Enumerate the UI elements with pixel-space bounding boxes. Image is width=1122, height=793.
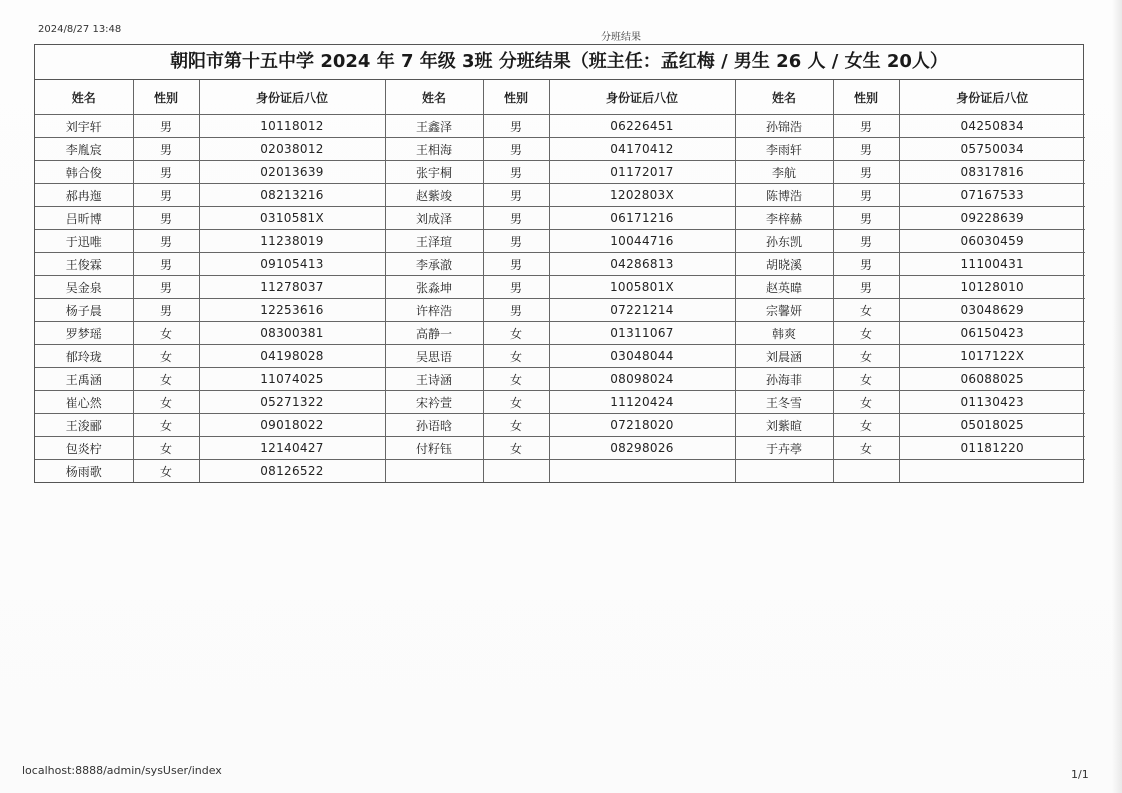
- student-gender-cell: 女: [133, 322, 199, 345]
- student-id-last8-cell: 02013639: [199, 161, 385, 184]
- student-name-cell: 王冬雪: [735, 391, 833, 414]
- student-name-cell: 刘成泽: [385, 207, 483, 230]
- student-name-cell: 王相海: [385, 138, 483, 161]
- student-id-last8-cell: 1202803X: [549, 184, 735, 207]
- student-gender-cell: 女: [483, 345, 549, 368]
- student-gender-cell: 女: [133, 437, 199, 460]
- student-gender-cell: 男: [833, 253, 899, 276]
- student-id-last8-cell: 11074025: [199, 368, 385, 391]
- print-datetime: 2024/8/27 13:48: [38, 24, 122, 35]
- student-id-last8-cell: 07167533: [899, 184, 1085, 207]
- student-gender-cell: 女: [483, 322, 549, 345]
- student-gender-cell: 女: [483, 368, 549, 391]
- table-row: [35, 322, 1085, 345]
- student-gender-cell: [483, 460, 549, 483]
- student-name-cell: [385, 460, 483, 483]
- roster-body: [35, 115, 1085, 483]
- student-name-cell: 宗馨妍: [735, 299, 833, 322]
- student-name-cell: 陈博浩: [735, 184, 833, 207]
- student-id-last8-cell: 08317816: [899, 161, 1085, 184]
- student-name-cell: 孙海菲: [735, 368, 833, 391]
- table-row: [35, 253, 1085, 276]
- table-row: [35, 115, 1085, 138]
- student-id-last8-cell: 08213216: [199, 184, 385, 207]
- student-id-last8-cell: 11238019: [199, 230, 385, 253]
- student-name-cell: 韩合俊: [35, 161, 133, 184]
- student-gender-cell: 女: [483, 391, 549, 414]
- roster-title: 朝阳市第十五中学 2024 年 7 年级 3班 分班结果（班主任：孟红梅 / 男生 26 人 / 女生 20人）: [35, 45, 1083, 80]
- scan-edge-shadow: [1112, 0, 1122, 793]
- column-header-id-last8: 身份证后八位: [549, 80, 735, 115]
- student-id-last8-cell: 08300381: [199, 322, 385, 345]
- column-header-gender: 性别: [833, 80, 899, 115]
- student-gender-cell: 男: [483, 253, 549, 276]
- student-gender-cell: 男: [483, 276, 549, 299]
- student-name-cell: 于卉葶: [735, 437, 833, 460]
- student-id-last8-cell: 1017122X: [899, 345, 1085, 368]
- student-gender-cell: 男: [483, 207, 549, 230]
- student-id-last8-cell: 07218020: [549, 414, 735, 437]
- student-gender-cell: 男: [833, 184, 899, 207]
- table-row: [35, 391, 1085, 414]
- student-id-last8-cell: 06150423: [899, 322, 1085, 345]
- student-gender-cell: [833, 460, 899, 483]
- student-name-cell: 吴金泉: [35, 276, 133, 299]
- student-name-cell: 李航: [735, 161, 833, 184]
- student-name-cell: 王鑫泽: [385, 115, 483, 138]
- student-name-cell: 孙锦浩: [735, 115, 833, 138]
- student-id-last8-cell: [549, 460, 735, 483]
- student-gender-cell: 男: [133, 184, 199, 207]
- table-row: [35, 299, 1085, 322]
- student-id-last8-cell: 01311067: [549, 322, 735, 345]
- student-gender-cell: 男: [483, 161, 549, 184]
- student-name-cell: 李梓赫: [735, 207, 833, 230]
- table-row: [35, 276, 1085, 299]
- student-id-last8-cell: 10044716: [549, 230, 735, 253]
- student-name-cell: [735, 460, 833, 483]
- student-id-last8-cell: [899, 460, 1085, 483]
- table-row: [35, 161, 1085, 184]
- student-id-last8-cell: 11100431: [899, 253, 1085, 276]
- table-row: [35, 368, 1085, 391]
- student-name-cell: 孙东凯: [735, 230, 833, 253]
- student-gender-cell: 男: [483, 115, 549, 138]
- table-row: [35, 414, 1085, 437]
- student-gender-cell: 女: [833, 322, 899, 345]
- student-gender-cell: 男: [133, 230, 199, 253]
- student-id-last8-cell: 01172017: [549, 161, 735, 184]
- student-id-last8-cell: 06030459: [899, 230, 1085, 253]
- column-header-gender: 性别: [483, 80, 549, 115]
- student-id-last8-cell: 04250834: [899, 115, 1085, 138]
- student-name-cell: 吴思语: [385, 345, 483, 368]
- table-row: [35, 460, 1085, 483]
- student-name-cell: 许梓浩: [385, 299, 483, 322]
- student-name-cell: 胡晓溪: [735, 253, 833, 276]
- student-name-cell: 包炎柠: [35, 437, 133, 460]
- student-gender-cell: 女: [833, 437, 899, 460]
- student-name-cell: 刘晨涵: [735, 345, 833, 368]
- student-gender-cell: 男: [483, 230, 549, 253]
- student-name-cell: 王俊霖: [35, 253, 133, 276]
- student-id-last8-cell: 05018025: [899, 414, 1085, 437]
- student-id-last8-cell: 04170412: [549, 138, 735, 161]
- student-gender-cell: 男: [833, 207, 899, 230]
- student-gender-cell: 男: [133, 115, 199, 138]
- print-page-title: 分班结果: [601, 32, 641, 43]
- student-id-last8-cell: 11120424: [549, 391, 735, 414]
- student-name-cell: 孙语晗: [385, 414, 483, 437]
- student-id-last8-cell: 09228639: [899, 207, 1085, 230]
- student-gender-cell: 男: [833, 115, 899, 138]
- student-id-last8-cell: 07221214: [549, 299, 735, 322]
- table-row: [35, 138, 1085, 161]
- student-gender-cell: 男: [833, 276, 899, 299]
- student-name-cell: 王浚郦: [35, 414, 133, 437]
- column-header-id-last8: 身份证后八位: [899, 80, 1085, 115]
- class-roster-sheet: [34, 44, 1084, 483]
- student-id-last8-cell: 02038012: [199, 138, 385, 161]
- student-id-last8-cell: 11278037: [199, 276, 385, 299]
- student-id-last8-cell: 01181220: [899, 437, 1085, 460]
- column-header-name: 姓名: [735, 80, 833, 115]
- roster-table: [35, 80, 1085, 482]
- student-gender-cell: 女: [833, 345, 899, 368]
- student-id-last8-cell: 09018022: [199, 414, 385, 437]
- student-name-cell: 杨雨歌: [35, 460, 133, 483]
- student-id-last8-cell: 10128010: [899, 276, 1085, 299]
- student-gender-cell: 男: [483, 138, 549, 161]
- student-name-cell: 刘紫暄: [735, 414, 833, 437]
- student-name-cell: 于迅唯: [35, 230, 133, 253]
- student-name-cell: 张宇桐: [385, 161, 483, 184]
- student-name-cell: 赵英暐: [735, 276, 833, 299]
- student-id-last8-cell: 08298026: [549, 437, 735, 460]
- student-id-last8-cell: 01130423: [899, 391, 1085, 414]
- student-id-last8-cell: 09105413: [199, 253, 385, 276]
- print-url: localhost:8888/admin/sysUser/index: [22, 764, 222, 777]
- student-name-cell: 罗梦瑶: [35, 322, 133, 345]
- student-gender-cell: 女: [133, 460, 199, 483]
- student-id-last8-cell: 08126522: [199, 460, 385, 483]
- student-gender-cell: 女: [133, 368, 199, 391]
- student-id-last8-cell: 0310581X: [199, 207, 385, 230]
- student-name-cell: 付籽钰: [385, 437, 483, 460]
- student-id-last8-cell: 04198028: [199, 345, 385, 368]
- student-gender-cell: 男: [133, 138, 199, 161]
- student-name-cell: 李承澈: [385, 253, 483, 276]
- table-row: [35, 184, 1085, 207]
- student-gender-cell: 男: [133, 161, 199, 184]
- student-gender-cell: 男: [133, 299, 199, 322]
- column-header-name: 姓名: [385, 80, 483, 115]
- student-name-cell: 高静一: [385, 322, 483, 345]
- student-gender-cell: 女: [483, 414, 549, 437]
- student-id-last8-cell: 10118012: [199, 115, 385, 138]
- student-name-cell: 崔心然: [35, 391, 133, 414]
- student-gender-cell: 男: [133, 207, 199, 230]
- student-gender-cell: 女: [133, 414, 199, 437]
- student-gender-cell: 男: [483, 299, 549, 322]
- student-gender-cell: 女: [833, 414, 899, 437]
- student-id-last8-cell: 05750034: [899, 138, 1085, 161]
- column-header-gender: 性别: [133, 80, 199, 115]
- student-name-cell: 赵紫竣: [385, 184, 483, 207]
- table-row: [35, 230, 1085, 253]
- student-name-cell: 王诗涵: [385, 368, 483, 391]
- table-row: [35, 207, 1085, 230]
- student-gender-cell: 男: [833, 161, 899, 184]
- student-name-cell: 王禹涵: [35, 368, 133, 391]
- table-row: [35, 437, 1085, 460]
- student-name-cell: 郝冉迤: [35, 184, 133, 207]
- student-gender-cell: 女: [483, 437, 549, 460]
- column-header-name: 姓名: [35, 80, 133, 115]
- student-id-last8-cell: 08098024: [549, 368, 735, 391]
- table-row: [35, 345, 1085, 368]
- student-gender-cell: 女: [133, 345, 199, 368]
- student-id-last8-cell: 12253616: [199, 299, 385, 322]
- student-id-last8-cell: 06088025: [899, 368, 1085, 391]
- student-id-last8-cell: 06226451: [549, 115, 735, 138]
- student-id-last8-cell: 03048629: [899, 299, 1085, 322]
- student-gender-cell: 女: [833, 299, 899, 322]
- student-gender-cell: 男: [833, 230, 899, 253]
- student-name-cell: 王泽瑄: [385, 230, 483, 253]
- student-name-cell: 李雨轩: [735, 138, 833, 161]
- print-page-number: 1/1: [1071, 768, 1089, 781]
- student-name-cell: 吕昕博: [35, 207, 133, 230]
- student-gender-cell: 女: [133, 391, 199, 414]
- student-name-cell: 郁玲珑: [35, 345, 133, 368]
- student-gender-cell: 男: [133, 253, 199, 276]
- student-gender-cell: 女: [833, 391, 899, 414]
- student-gender-cell: 男: [833, 138, 899, 161]
- student-id-last8-cell: 06171216: [549, 207, 735, 230]
- student-name-cell: 刘宇轩: [35, 115, 133, 138]
- student-id-last8-cell: 03048044: [549, 345, 735, 368]
- student-id-last8-cell: 12140427: [199, 437, 385, 460]
- column-header-id-last8: 身份证后八位: [199, 80, 385, 115]
- student-gender-cell: 男: [483, 184, 549, 207]
- student-gender-cell: 女: [833, 368, 899, 391]
- student-name-cell: 宋衿萱: [385, 391, 483, 414]
- student-name-cell: 韩爽: [735, 322, 833, 345]
- roster-header-row: [35, 80, 1085, 115]
- student-id-last8-cell: 04286813: [549, 253, 735, 276]
- student-id-last8-cell: 1005801X: [549, 276, 735, 299]
- student-gender-cell: 男: [133, 276, 199, 299]
- student-name-cell: 张淼坤: [385, 276, 483, 299]
- student-name-cell: 杨子晨: [35, 299, 133, 322]
- student-name-cell: 李胤宸: [35, 138, 133, 161]
- student-id-last8-cell: 05271322: [199, 391, 385, 414]
